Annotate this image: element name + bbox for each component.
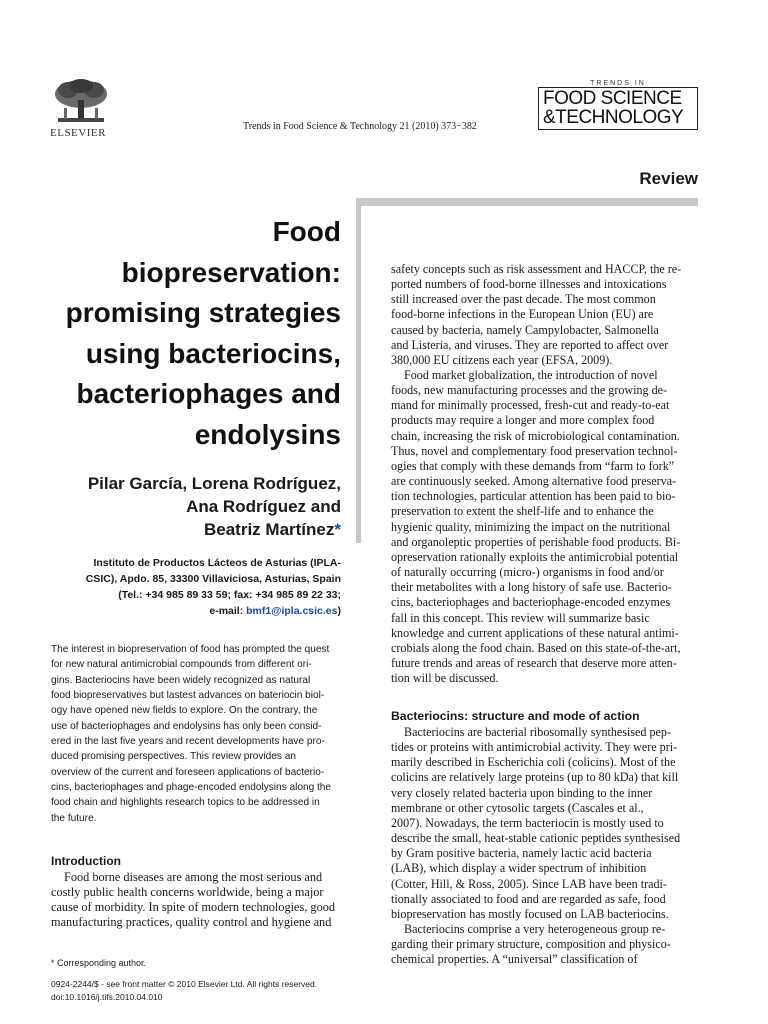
abstract-line: for new natural antimicrobial compounds from different ori- [51, 659, 312, 671]
body-line: hygienic quality, minimizing the impact on the nutritional [391, 519, 671, 534]
email-label: e-mail: [209, 605, 247, 617]
body-line: ogies that comply with these demands from “farm to fork” [391, 458, 675, 473]
body-line: Food market globalization, the introduction of novel [404, 368, 658, 382]
body-line: caused by bacteria, namely Campylobacter, Salmonella [391, 322, 659, 337]
copyright-footer [51, 978, 317, 1004]
body-paragraph-2 [391, 368, 700, 686]
footnote: * Corresponding author. [51, 958, 147, 968]
title-line: Food [272, 216, 341, 247]
abstract-line: ogy have opened new fields to explore. On the contrary, the [51, 705, 318, 717]
title-line: promising strategies [65, 297, 341, 328]
body-line: preservation to extent the shelf-life and to enhance the [391, 504, 654, 519]
body-line: crobials along the food chain. Based on this state-of-the-art, [391, 640, 681, 655]
body-line: (Cotter, Hill, & Ross, 2005). Since LAB have been tradi- [391, 876, 667, 891]
author-list [41, 472, 341, 541]
abstract-line: The interest in biopreservation of food has prompted the quest [51, 644, 330, 655]
abstract-line: food biopreservatives but lastest advances on bateriocin biol- [51, 690, 325, 702]
author-line: Ana Rodríguez and [186, 497, 341, 516]
intro-heading: Introduction [51, 854, 121, 868]
abstract-line: food chain and highlights research topics to be addressed in [51, 797, 320, 809]
title-line: bacteriophages and [76, 378, 341, 409]
body-line: 380,000 EU citizens each year (EFSA, 2009). [391, 352, 613, 367]
body-line: colicins are relatively large proteins (up to 80 kDa) that kill [391, 770, 679, 785]
body-line: ported numbers of food-borne illnesses and intoxications [391, 277, 667, 292]
abstract-line: duced promising perspectives. This review provides an [51, 751, 296, 763]
divider-vertical [356, 198, 361, 543]
body-line: (LAB), which display a wider spectrum of inhibition [391, 861, 647, 876]
body-line: are continuously seeked. Among alternative food preserva- [391, 474, 677, 489]
journal-logo [538, 80, 698, 130]
body-line: tion will be discussed. [391, 671, 499, 686]
body-line: garding their primary structure, composition and physico- [391, 937, 671, 952]
email-close: ) [337, 605, 341, 617]
title-line: using bacteriocins, [85, 337, 341, 369]
footer-line: 0924-2244/$ - see front matter © 2010 Elsevier Ltd. All rights reserved. [51, 979, 318, 989]
body-line: opreservation rationally exploits the antimicrobial potential [391, 549, 679, 564]
title-line: biopreservation: [121, 256, 341, 288]
intro-line: Food borne diseases are among the most serious and [64, 870, 323, 884]
affiliation [41, 555, 341, 619]
body-line: Bacteriocins are bacterial ribosomally synthesised pep- [404, 725, 671, 739]
abstract-line: cins, bacteriophages and phage-encoded endolysins along the [51, 782, 332, 794]
body-line: tion technologies, particular attention has been paid to bio- [391, 489, 676, 504]
abstract-line: ered in the last five years and recent developments have pro- [51, 736, 325, 748]
article-title [41, 212, 341, 455]
journal-logo-line1: FOOD SCIENCE [543, 88, 682, 109]
body-paragraph-1 [391, 262, 700, 368]
author-name: Beatriz Martínez [204, 520, 335, 539]
section-label: Review [639, 169, 698, 188]
body-line: tionally associated to food and are regarded as safe, food [391, 891, 666, 906]
body-line: biopreservation has mostly focused on LAB bacteriocins. [391, 906, 669, 921]
body-line: of naturally occurring (micro-) organisms in food and/or [391, 565, 664, 580]
body-line: chain, increasing the risk of microbiological contamination. [391, 428, 680, 443]
affiliation-line: CSIC), Apdo. 85, 33300 Villaviciosa, Asturias, Spain [85, 573, 341, 585]
body-line: chemical properties. A “universal” classification of [391, 952, 638, 967]
body-line: 2007). Nowadays, the term bacteriocin is mostly used to [391, 815, 664, 830]
body-line: products may require a longer and more complex food [391, 413, 655, 428]
body-line: cins, bacteriophages and bacteriophage-encoded enzymes [391, 595, 671, 610]
body-line: mand for minimally processed, fresh-cut and ready-to-eat [391, 398, 670, 413]
body-line: and Listeria, and viruses. They are reported to affect over [391, 337, 669, 352]
abstract [51, 642, 359, 826]
body-line: foods, new manufacturing processes and the growing de- [391, 383, 668, 398]
doi-line: doi:10.1016/j.tifs.2010.04.010 [51, 992, 163, 1002]
journal-citation: Trends in Food Science & Technology 21 (2010) 373−382 [243, 121, 477, 132]
journal-logo-top: TRENDS IN [590, 80, 646, 87]
body-line: knowledge and current applications of these natural antimi- [391, 625, 679, 640]
body-line: their metabolites with a long history of safe use. Bacterio- [391, 580, 672, 595]
journal-logo-line2: &TECHNOLOGY [543, 107, 684, 128]
body-line: by Gram positive bacteria, namely lactic acid bacteria [391, 846, 652, 861]
section-heading-bacteriocins: Bacteriocins: structure and mode of action [391, 709, 640, 723]
body-line: and organoleptic properties of perishable food products. Bi- [391, 534, 681, 549]
title-line: endolysins [194, 418, 341, 450]
body-paragraph-3 [391, 725, 700, 968]
corresponding-mark[interactable]: * [334, 520, 341, 539]
body-line: marily described in Escherichia coli (colicins). Most of the [391, 755, 676, 770]
body-line: describe the small, heat-stable cationic peptides synthesised [391, 831, 681, 846]
author-line: Pilar García, Lorena Rodríguez, [87, 474, 341, 493]
body-line: safety concepts such as risk assessment and HACCP, the re- [391, 262, 682, 276]
body-line: future trends and areas of research that deserve more atten- [391, 655, 677, 670]
intro-line: manufacturing practices, quality control and hygiene and [51, 915, 332, 930]
email-link[interactable]: bmf1@ipla.csic.es [246, 605, 338, 617]
affiliation-line: (Tel.: +34 985 89 33 59; fax: +34 985 89 22 33; [118, 589, 341, 601]
body-line: fall in this concept. This review will summarize basic [391, 610, 650, 625]
affiliation-line: Instituto de Productos Lácteos de Asturias (IPLA- [93, 557, 341, 569]
body-line: still increased over the past decade. The most common [391, 292, 656, 307]
elsevier-tree-icon [50, 78, 112, 126]
intro-line: costly public health concerns worldwide, being a major [51, 885, 324, 900]
abstract-line: gins. Bacteriocins have been widely recognized as natural [51, 674, 311, 686]
body-line: tides or proteins with antimicrobial activity. They were pri- [391, 740, 678, 755]
intro-paragraph [51, 870, 359, 930]
body-line: very closely related bacteria upon binding to the inner [391, 785, 653, 800]
publisher-name: ELSEVIER [50, 127, 106, 139]
divider-horizontal [356, 198, 698, 206]
body-line: membrane or other cytosolic targets (Cascales et al., [391, 800, 644, 815]
abstract-line: overview of the current and foreseen applications of bacterio- [51, 766, 325, 778]
abstract-line: use of bacteriophages and endolysins has only been consid- [51, 720, 322, 732]
author-line [41, 518, 341, 541]
elsevier-logo [50, 78, 112, 139]
body-line: food-borne infections in the European Union (EU) are [391, 307, 654, 322]
abstract-line: the future. [51, 812, 97, 824]
email-line [41, 603, 341, 619]
body-line: Bacteriocins comprise a very heterogeneous group re- [404, 922, 666, 937]
body-line: Thus, novel and complementary food preservation technol- [391, 443, 678, 458]
intro-line: cause of morbidity. In spite of modern technologies, good [51, 900, 336, 915]
